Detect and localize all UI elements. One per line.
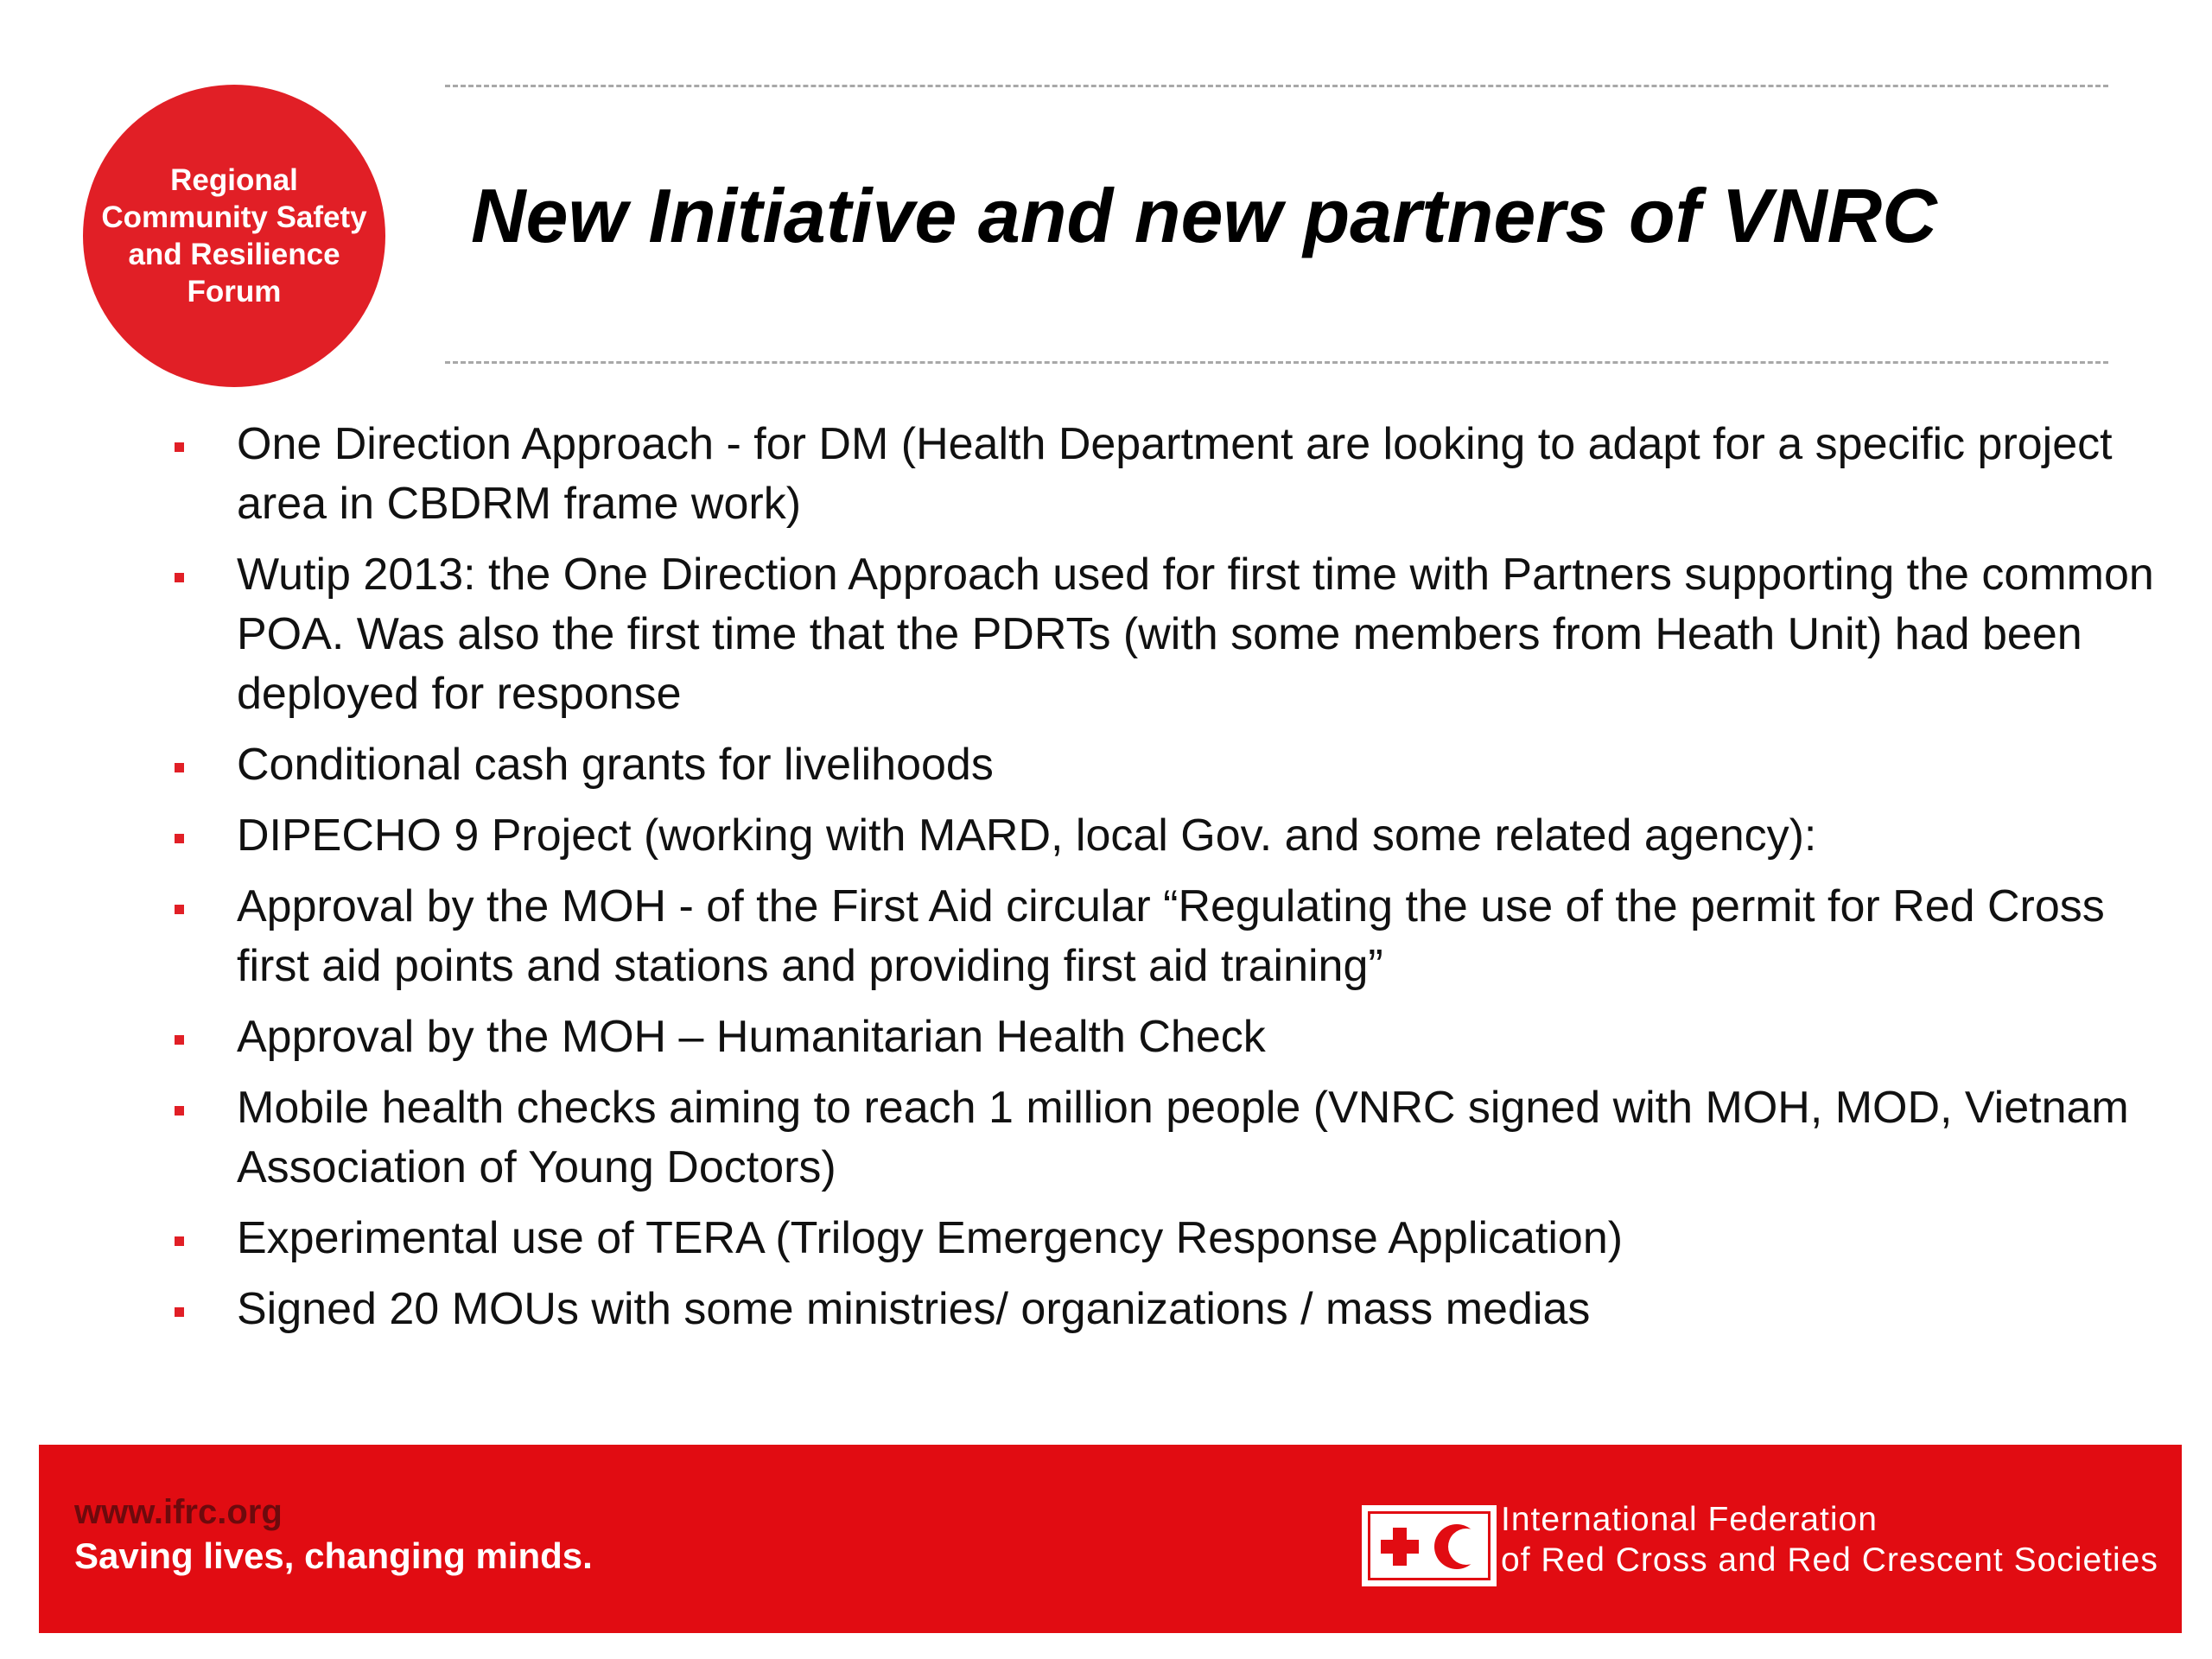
bullet-item: [169, 1007, 2174, 1067]
bullet-text: Approval by the MOH - of the First Aid circular “Regulating the use of the permit for Red Cross first aid points and stations and providing first aid training”: [237, 881, 2105, 991]
bullet-marker-icon: [175, 763, 184, 772]
bullet-text: Signed 20 MOUs with some ministries/ organizations / mass medias: [237, 1284, 1591, 1334]
bullet-marker-icon: [175, 1307, 184, 1317]
header-top-rule: [445, 85, 2108, 87]
badge-line-4: Forum: [187, 275, 282, 308]
bullet-list: [169, 415, 2174, 1351]
bullet-item: [169, 545, 2174, 724]
org-name-line-1: International Federation: [1501, 1501, 1878, 1538]
forum-badge: [83, 85, 385, 387]
footer-bar: [39, 1445, 2182, 1633]
bullet-item: [169, 735, 2174, 795]
badge-line-2: Community Safety: [101, 200, 367, 234]
bullet-text: Wutip 2013: the One Direction Approach used for first time with Partners supporting the common POA. Was also the first time that the PDRTs (with some members from Heath Unit) had been deployed for response: [237, 550, 2154, 719]
bullet-marker-icon: [175, 834, 184, 843]
org-name-line-2: of Red Cross and Red Crescent Societies: [1501, 1541, 2158, 1579]
bullet-item: [169, 1209, 2174, 1268]
bullet-text: Conditional cash grants for livelihoods: [237, 740, 994, 790]
bullet-marker-icon: [175, 573, 184, 582]
footer-tagline: Saving lives, changing minds.: [74, 1535, 593, 1576]
bullet-text: DIPECHO 9 Project (working with MARD, local Gov. and some related agency):: [237, 810, 1817, 861]
red-cross-red-crescent-emblem-icon: [1362, 1505, 1497, 1586]
bullet-item: [169, 1078, 2174, 1198]
bullet-marker-icon: [175, 1106, 184, 1116]
bullet-text: One Direction Approach - for DM (Health Department are looking to adapt for a specific project area in CBDRM frame work): [237, 419, 2113, 529]
bullet-marker-icon: [175, 905, 184, 914]
bullet-item: [169, 415, 2174, 534]
bullet-marker-icon: [175, 1035, 184, 1045]
badge-line-1: Regional: [170, 163, 298, 197]
bullet-text: Approval by the MOH – Humanitarian Health Check: [237, 1012, 1266, 1062]
bullet-text: Experimental use of TERA (Trilogy Emergency Response Application): [237, 1213, 1624, 1263]
slide-title: New Initiative and new partners of VNRC: [471, 173, 1937, 258]
bullet-item: [169, 877, 2174, 996]
bullet-marker-icon: [175, 442, 184, 452]
bullet-item: [169, 806, 2174, 866]
badge-line-3: and Resilience: [128, 238, 340, 271]
header-bottom-rule: [445, 361, 2108, 364]
footer-url-link[interactable]: www.ifrc.org: [74, 1493, 283, 1531]
bullet-text: Mobile health checks aiming to reach 1 million people (VNRC signed with MOH, MOD, Vietnam Association of Young Doctors): [237, 1083, 2129, 1192]
bullet-marker-icon: [175, 1236, 184, 1246]
bullet-item: [169, 1280, 2174, 1339]
